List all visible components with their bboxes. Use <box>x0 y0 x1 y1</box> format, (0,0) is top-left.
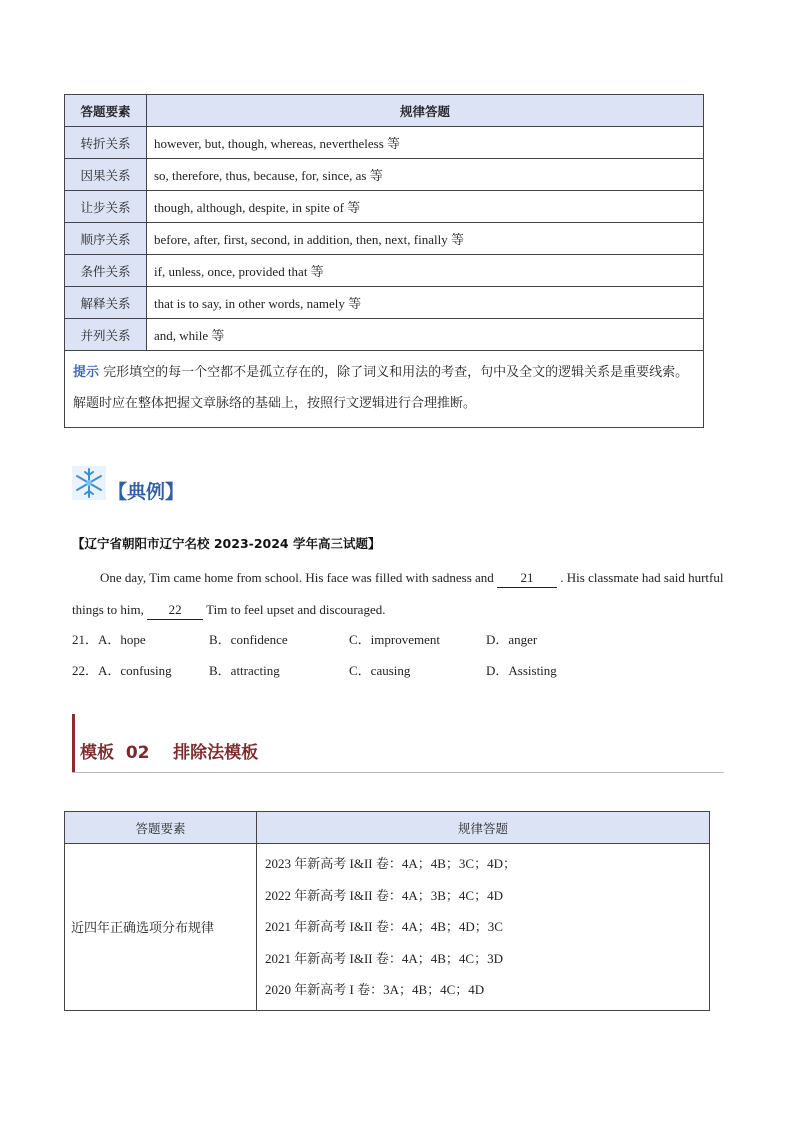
rule-line: 2022 年新高考 I&II 卷：4A；3B；4C；4D <box>265 887 503 903</box>
relation-value: however, but, though, whereas, nevertheless 等 <box>147 127 704 159</box>
snowflake-icon <box>72 466 106 500</box>
passage-text: One day, Tim came home from school. His face was filled with sadness and <box>100 570 498 585</box>
example-heading: 【典例】 <box>108 481 185 503</box>
relation-value: though, although, despite, in spite of 等 <box>147 191 704 223</box>
table-row <box>65 319 704 351</box>
table-row <box>65 287 704 319</box>
option-c: C．improvement <box>349 632 440 647</box>
table-header-row <box>65 95 704 127</box>
relation-key: 条件关系 <box>65 255 147 287</box>
relation-value: that is to say, in other words, namely 等 <box>147 287 704 319</box>
option-a: 21．A．hope <box>72 632 146 647</box>
option-b: B．attracting <box>209 663 280 678</box>
distribution-label: 近四年正确选项分布规律 <box>65 844 257 1011</box>
rule-line: 2021 年新高考 I&II 卷：4A；4B；4C；3D <box>265 950 503 966</box>
relation-value: and, while 等 <box>147 319 704 351</box>
passage-text: Tim to feel upset and discouraged. <box>203 602 386 617</box>
template-title: 模板 02 排除法模板 <box>80 743 259 763</box>
answer-distribution-table <box>64 811 710 1011</box>
table-header-cell: 规律答题 <box>257 812 710 844</box>
blank-21: 21 <box>497 569 557 588</box>
example-passage <box>72 562 724 626</box>
table-row <box>65 255 704 287</box>
table-header-cell: 答题要素 <box>65 812 257 844</box>
rule-line: 2023 年新高考 I&II 卷：4A；4B；3C；4D； <box>265 856 516 871</box>
blank-22: 22 <box>147 601 203 620</box>
table-row <box>65 223 704 255</box>
table-header-cell: 答题要素 <box>65 95 147 127</box>
relation-key: 顺序关系 <box>65 223 147 255</box>
rule-line: 2021 年新高考 I&II 卷：4A；4B；4D；3C <box>265 919 503 934</box>
table-header-row <box>65 812 710 844</box>
relation-key: 转折关系 <box>65 127 147 159</box>
table-row <box>65 159 704 191</box>
relation-key: 并列关系 <box>65 319 147 351</box>
relation-table <box>64 94 704 428</box>
distribution-rules <box>257 844 710 1011</box>
template-divider <box>72 772 724 773</box>
rule-line: 2020 年新高考 I 卷：3A；4B；4C；4D <box>265 982 485 997</box>
relation-value: before, after, first, second, in addition, then, next, finally 等 <box>147 223 704 255</box>
tip-row <box>65 351 704 428</box>
table-row <box>65 844 710 1011</box>
option-d: D．anger <box>486 632 538 647</box>
relation-value: if, unless, once, provided that 等 <box>147 255 704 287</box>
relation-value: so, therefore, thus, because, for, since, as 等 <box>147 159 704 191</box>
relation-key: 让步关系 <box>65 191 147 223</box>
table-header-cell: 规律答题 <box>147 95 704 127</box>
tip-text: 完形填空的每一个空都不是孤立存在的，除了词义和用法的考查，句中及全文的逻辑关系是重要线索。解题时应在整体把握文章脉络的基础上，按照行文逻辑进行合理推断。 <box>73 365 689 411</box>
relation-key: 解释关系 <box>65 287 147 319</box>
option-a: 22．A．confusing <box>72 663 172 678</box>
template-accent-bar <box>72 714 75 772</box>
option-b: B．confidence <box>209 632 288 647</box>
passage-text: . His classmate had said hurtful things to him, <box>72 570 724 617</box>
option-c: C．causing <box>349 663 411 678</box>
tip-cell <box>65 351 704 428</box>
option-d: D．Assisting <box>486 663 557 678</box>
tip-label: 提示 <box>73 365 100 380</box>
table-row <box>65 127 704 159</box>
relation-key: 因果关系 <box>65 159 147 191</box>
example-source: 【辽宁省朝阳市辽宁名校 2023-2024 学年高三试题】 <box>72 536 381 551</box>
table-row <box>65 191 704 223</box>
